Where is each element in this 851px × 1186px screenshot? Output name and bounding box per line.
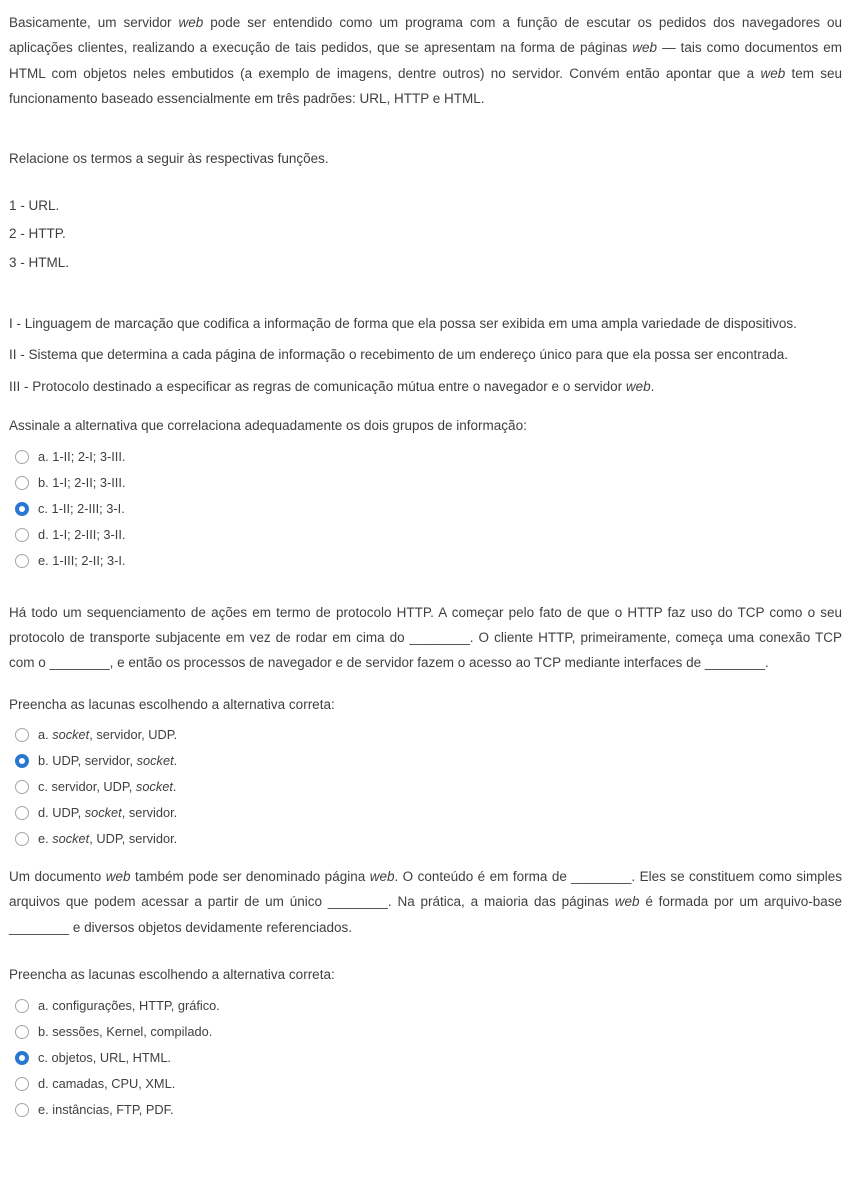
answer-option-label: e. instâncias, FTP, PDF. bbox=[38, 1101, 174, 1117]
answer-option-label: d. 1-I; 2-III; 3-II. bbox=[38, 526, 126, 542]
answer-option-d[interactable] bbox=[15, 1075, 842, 1093]
radio-button[interactable] bbox=[15, 502, 29, 516]
radio-button[interactable] bbox=[15, 450, 29, 464]
q1-options bbox=[9, 448, 842, 570]
q1-definitions-list bbox=[9, 311, 842, 399]
answer-option-a[interactable] bbox=[15, 997, 842, 1015]
q2-text-paragraph: Há todo um sequenciamento de ações em termo de protocolo HTTP. A começar pelo fato de que o HTTP faz uso do TCP como o seu protocolo de transporte subjacente em vez de rodar em cima do ________. O cliente HTTP, primeiramente, começa uma conexão TCP com o ________, e então os processos de navegador e de servidor fazem o acesso ao TCP mediante interfaces de ________. bbox=[9, 604, 842, 671]
answer-option-label: c. servidor, UDP, socket. bbox=[38, 779, 177, 794]
radio-button[interactable] bbox=[15, 1103, 29, 1117]
q2-options bbox=[9, 726, 842, 848]
radio-button[interactable] bbox=[15, 554, 29, 568]
answer-option-label: e. socket, UDP, servidor. bbox=[38, 831, 178, 846]
radio-button[interactable] bbox=[15, 1077, 29, 1091]
radio-button[interactable] bbox=[15, 728, 29, 742]
q2-prompt: Preencha as lacunas escolhendo a alternativa correta: bbox=[9, 696, 335, 712]
term-item: 2 - HTTP. bbox=[9, 226, 66, 242]
answer-option-label: a. 1-II; 2-I; 3-III. bbox=[38, 448, 126, 464]
answer-option-b[interactable] bbox=[15, 474, 842, 492]
definition-item: I - Linguagem de marcação que codifica a informação de forma que ela possa ser exibida em uma ampla variedade de dispositivos. bbox=[9, 316, 797, 331]
radio-button[interactable] bbox=[15, 754, 29, 768]
radio-button[interactable] bbox=[15, 1051, 29, 1065]
answer-option-e[interactable] bbox=[15, 552, 842, 570]
answer-option-label: c. objetos, URL, HTML. bbox=[38, 1049, 171, 1065]
answer-option-label: d. UDP, socket, servidor. bbox=[38, 805, 178, 820]
q1-prompt: Assinale a alternativa que correlaciona adequadamente os dois grupos de informação: bbox=[9, 418, 527, 434]
answer-option-label: b. 1-I; 2-II; 3-III. bbox=[38, 474, 126, 490]
radio-button[interactable] bbox=[15, 476, 29, 490]
answer-option-b[interactable] bbox=[15, 752, 842, 770]
answer-option-d[interactable] bbox=[15, 526, 842, 544]
radio-button[interactable] bbox=[15, 806, 29, 820]
radio-button[interactable] bbox=[15, 528, 29, 542]
answer-option-c[interactable] bbox=[15, 500, 842, 518]
term-item: 1 - URL. bbox=[9, 197, 60, 213]
radio-button[interactable] bbox=[15, 832, 29, 846]
q3-text-paragraph: Um documento web também pode ser denominado página web. O conteúdo é em forma de ________. Eles se constituem como simples arquivos que podem acessar a partir de um único ________. Na prática, a maioria das páginas web é formada por um arquivo-base ________ e diversos objetos devidamente referenciados. bbox=[9, 869, 843, 935]
answer-option-a[interactable] bbox=[15, 448, 842, 466]
answer-option-c[interactable] bbox=[15, 778, 842, 796]
answer-option-label: d. camadas, CPU, XML. bbox=[38, 1075, 176, 1091]
answer-option-label: b. sessões, Kernel, compilado. bbox=[38, 1023, 213, 1039]
answer-option-b[interactable] bbox=[15, 1023, 842, 1041]
q3-options bbox=[9, 997, 842, 1119]
answer-option-c[interactable] bbox=[15, 1049, 842, 1067]
q1-terms-list bbox=[9, 193, 842, 275]
radio-button[interactable] bbox=[15, 1025, 29, 1039]
radio-button[interactable] bbox=[15, 780, 29, 794]
q1-instruction: Relacione os termos a seguir às respectivas funções. bbox=[9, 150, 329, 166]
answer-option-e[interactable] bbox=[15, 1101, 842, 1119]
answer-option-label: a. configurações, HTTP, gráfico. bbox=[38, 997, 220, 1013]
answer-option-label: b. UDP, servidor, socket. bbox=[38, 753, 178, 768]
answer-option-label: c. 1-II; 2-III; 3-I. bbox=[38, 500, 125, 516]
answer-option-a[interactable] bbox=[15, 726, 842, 744]
definition-item: III - Protocolo destinado a especificar as regras de comunicação mútua entre o navegador e o servidor web. bbox=[9, 378, 655, 394]
answer-option-e[interactable] bbox=[15, 830, 842, 848]
q3-prompt: Preencha as lacunas escolhendo a alternativa correta: bbox=[9, 967, 335, 983]
term-item: 3 - HTML. bbox=[9, 254, 70, 270]
answer-option-label: a. socket, servidor, UDP. bbox=[38, 727, 178, 742]
q1-intro-paragraph: Basicamente, um servidor web pode ser entendido como um programa com a função de escutar os pedidos dos navegadores ou aplicações clientes, realizando a execução de tais pedidos, que se apresentam na forma de páginas web — tais como documentos em HTML com objetos neles embutidos (a exemplo de imagens, dentre outros) no servidor. Convém então apontar que a web tem seu funcionamento baseado essencialmente em três padrões: URL, HTTP e HTML. bbox=[9, 15, 842, 107]
radio-button[interactable] bbox=[15, 999, 29, 1013]
definition-item: II - Sistema que determina a cada página de informação o recebimento de um endereço único para que ela possa ser encontrada. bbox=[9, 347, 788, 363]
answer-option-label: e. 1-III; 2-II; 3-I. bbox=[38, 552, 126, 568]
answer-option-d[interactable] bbox=[15, 804, 842, 822]
